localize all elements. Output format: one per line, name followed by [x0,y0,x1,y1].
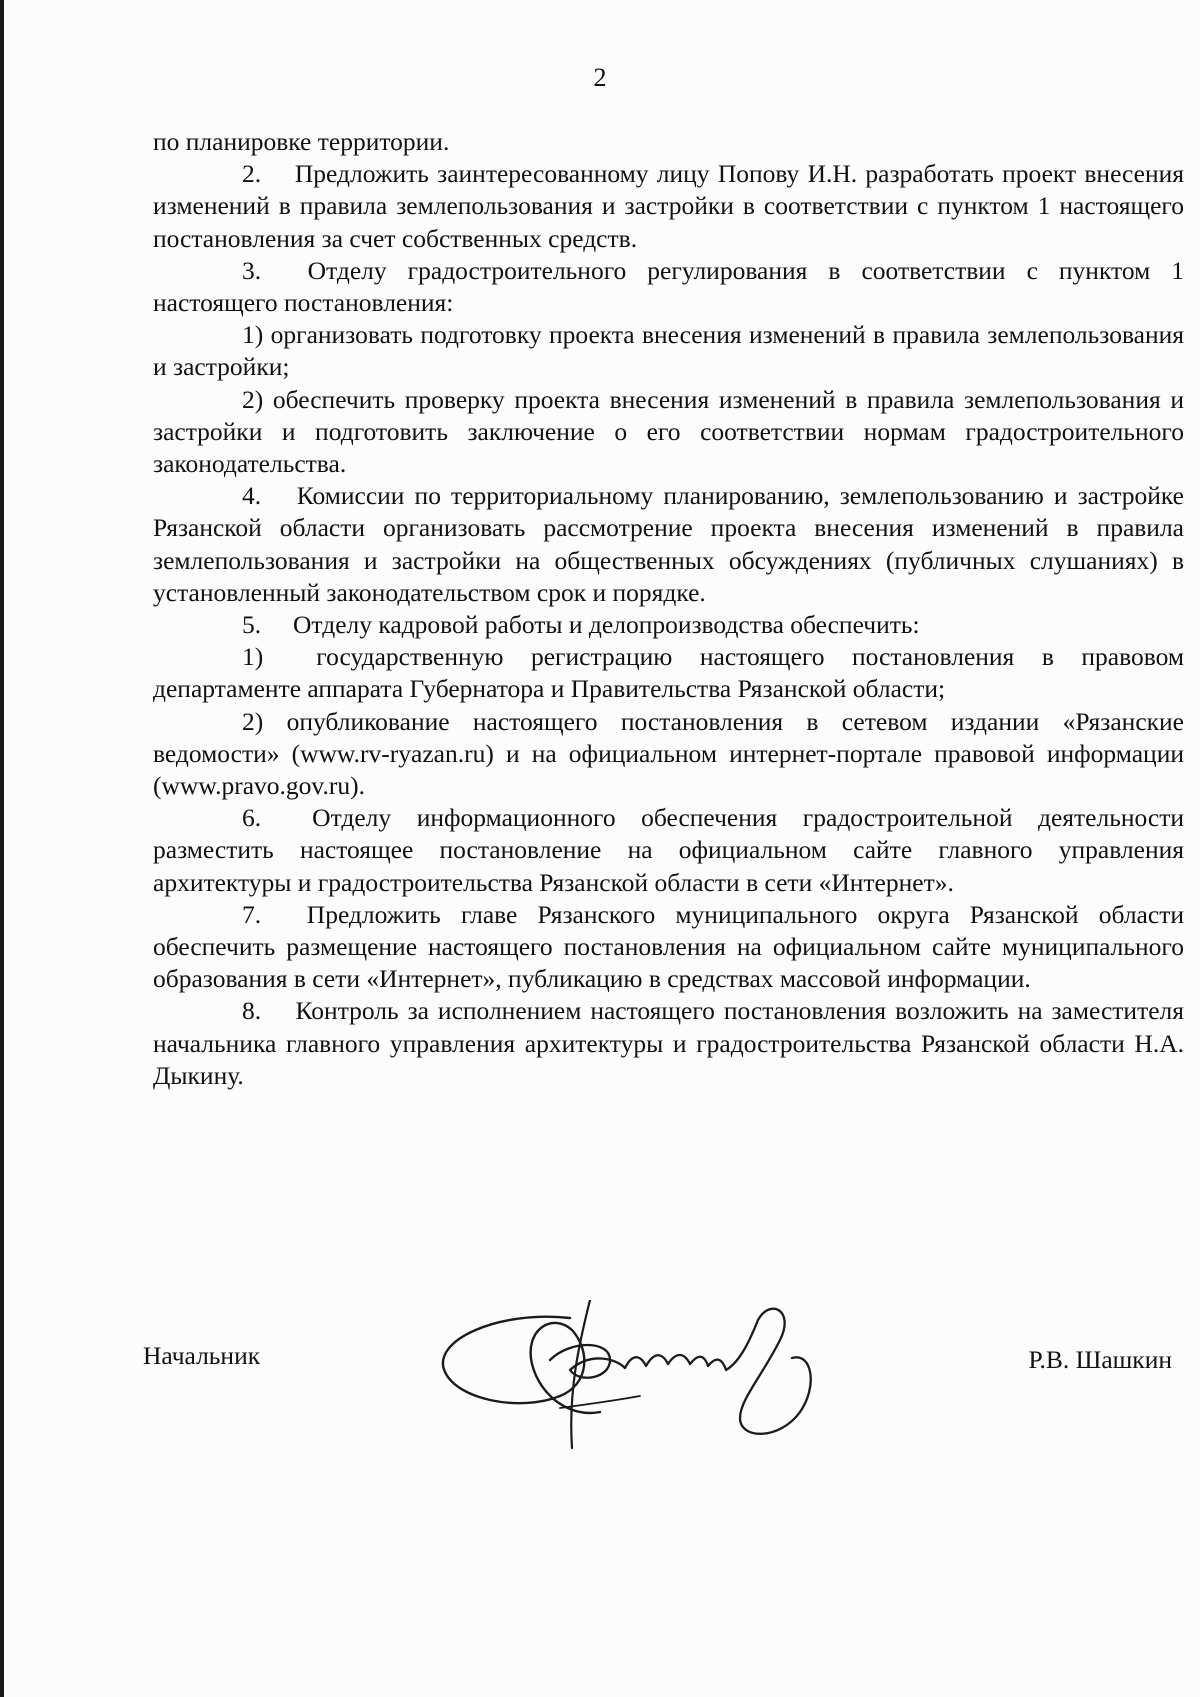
paragraph: по планировке территории. [153,127,450,156]
document-body [153,126,1184,1092]
paragraph: 5. Отделу кадровой работы и делопроизводства обеспечить: [242,610,920,640]
paragraph: 3. Отделу градостроительного регулирования в соответствии с пунктом 1 настоящего постановления: [153,255,1184,318]
paragraph: 1) государственную регистрацию настоящего постановления в правовом департаменте аппарата Губернатора и Правительства Рязанской области; [153,642,1184,704]
paragraph: 2. Предложить заинтересованному лицу Попову И.Н. разработать проект внесения изменений в правила землепользования и застройки в соответствии с пунктом 1 настоящего постановления за счет собственных средств. [153,159,1184,253]
signer-name: Р.В. Шашкин [1028,1345,1172,1374]
paragraph: 1) организовать подготовку проекта внесения изменений в правила землепользования и застройки; [153,320,1184,382]
paragraph: 7. Предложить главе Рязанского муниципального округа Рязанской области обеспечить размещение настоящего постановления на официальном сайте муниципального образования в сети «Интернет», публикацию в средствах массовой информации. [153,899,1184,994]
paragraph: 2) обеспечить проверку проекта внесения изменений в правила землепользования и застройки и подготовить заключение о его соответствии нормам градостроительного законодательства. [153,384,1184,479]
paragraph: 2) опубликование настоящего постановления в сетевом издании «Рязанские ведомости» (www.rv-ryazan.ru) и на официальном интернет-портале правовой информации (www.pravo.gov.ru). [153,706,1184,801]
page-number: 2 [593,63,607,92]
paragraph: 4. Комиссии по территориальному планированию, землепользованию и застройке Рязанской области организовать рассмотрение проекта внесения изменений в правила землепользования и застройки на общественных обсуждениях (публичных слушаниях) в установленный законодательством срок и порядке. [153,481,1184,607]
scan-edge [0,0,4,1697]
signature-block [0,1300,1200,1440]
signer-position: Начальник [143,1341,261,1370]
paragraph: 8. Контроль за исполнением настоящего постановления возложить на заместителя начальника главного управления архитектуры и градостроительства Рязанской области Н.А. Дыкину. [153,996,1184,1090]
paragraph: 6. Отделу информационного обеспечения градостроительной деятельности разместить настоящее постановление на официальном сайте главного управления архитектуры и градостроительства Рязанской области в сети «Интернет». [153,803,1184,897]
handwritten-signature [440,1300,860,1450]
